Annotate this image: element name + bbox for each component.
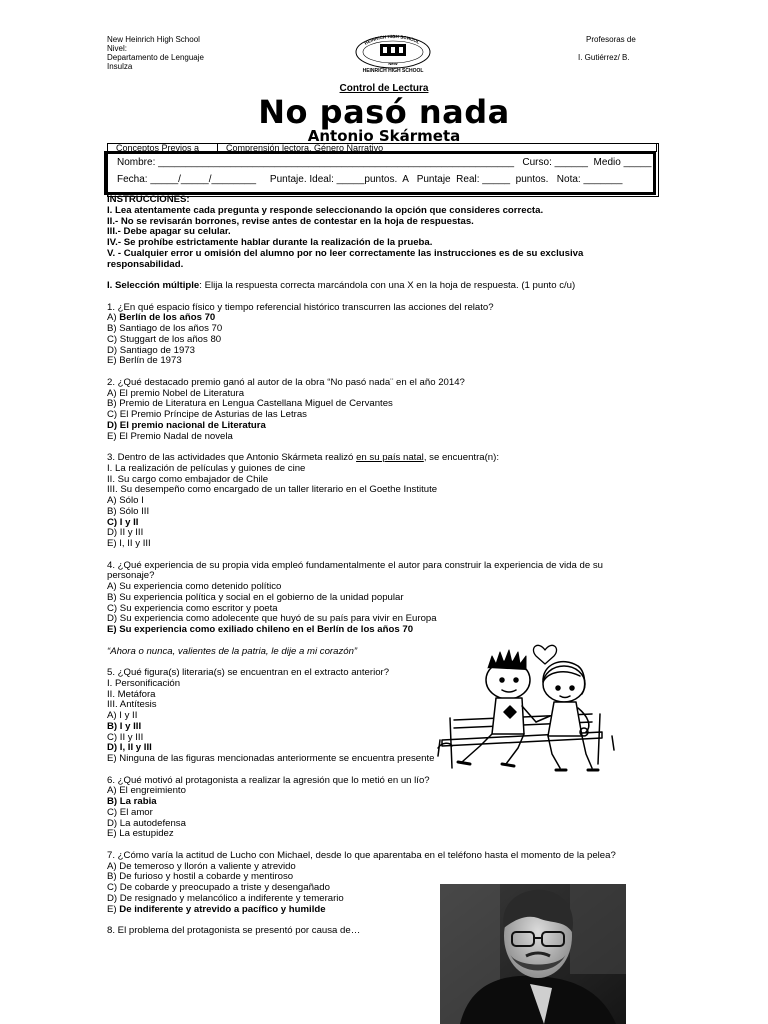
- option-c[interactable]: C) El amor: [107, 806, 153, 818]
- logo-bottom-text: HEINRICH HIGH SCHOOL: [362, 68, 424, 74]
- option-b[interactable]: B) De furioso y hostil a cobarde y mentiroso: [107, 871, 294, 883]
- option-e[interactable]: E) Berlín de 1973: [107, 355, 182, 367]
- statement-ii: II. Metáfora: [107, 688, 156, 700]
- section-label: I. Selección múltiple: [107, 280, 200, 291]
- option-c[interactable]: C) Su experiencia como escritor y poeta: [107, 602, 278, 614]
- level-label: Nivel:: [107, 44, 128, 53]
- statement-iii: III. Su desempeño como encargado de un taller literario en el Goethe Institute: [107, 484, 438, 496]
- option-d[interactable]: D) Su experiencia como adolecente que huyó de su país para vivir en Europa: [107, 613, 437, 625]
- option-d[interactable]: D) I, II y III: [107, 742, 152, 754]
- student-info-box: [104, 151, 656, 195]
- statement-ii: II. Su cargo como embajador de Chile: [107, 473, 269, 485]
- author-name: Antonio Skármeta: [307, 127, 461, 145]
- school-header: [107, 35, 204, 71]
- statement-iii: III. Antítesis: [107, 699, 157, 711]
- statement-i: I. La realización de películas y guiones de cine: [107, 462, 306, 474]
- instructions-heading: INSTRUCCIONES:: [107, 194, 190, 205]
- option-a[interactable]: A) El engreimiento: [107, 785, 186, 797]
- option-a[interactable]: A) El premio Nobel de Literatura: [107, 387, 245, 399]
- instruction-item: I. Lea atentamente cada pregunta y responde seleccionando la opción que consideres correcta.: [107, 204, 544, 216]
- question-stem-cont: personaje?: [107, 570, 155, 582]
- option-c[interactable]: C) I y II: [107, 516, 139, 528]
- question-stem: 5. ¿Qué figura(s) literaria(s) se encuentran en el extracto anterior?: [107, 667, 390, 678]
- option-e[interactable]: E) De indiferente y atrevido a pacífico y humilde: [107, 903, 326, 915]
- option-d[interactable]: D) La autodefensa: [107, 817, 186, 829]
- option-c[interactable]: C) II y III: [107, 731, 144, 743]
- section-header: [107, 281, 662, 292]
- school-name: New Heinrich High School: [107, 35, 200, 44]
- instruction-item: IV.- Se prohíbe estrictamente hablar durante la realización de la prueba.: [107, 237, 433, 248]
- question-stem: 7. ¿Cómo varía la actitud de Lucho con Michael, desde lo que aparentaba en el teléfono hasta el momento de la pelea?: [107, 849, 616, 861]
- option-b[interactable]: B) La rabia: [107, 796, 157, 807]
- question-stem: 4. ¿Qué experiencia de su propia vida empleó fundamentalmente el autor para construir la experiencia de vida de su: [107, 559, 603, 571]
- question-stem: 2. ¿Qué destacado premio ganó al autor de la obra “No pasó nada¨ en el año 2014?: [107, 376, 465, 388]
- control-title: Control de Lectura: [339, 83, 429, 94]
- teachers-label: Profesoras de: [586, 35, 636, 44]
- option-e[interactable]: E) Ninguna de las figuras mencionadas anteriormente se encuentra presente: [107, 753, 435, 764]
- section-text: : Elija la respuesta correcta marcándola con una X en la hoja de respuesta. (1 punto c/u): [199, 280, 576, 291]
- option-c[interactable]: C) De cobarde y preocupado a triste y desengañado: [107, 882, 330, 893]
- option-c[interactable]: C) Stuggart de los años 80: [107, 333, 222, 345]
- question-stem: 3. Dentro de las actividades que Antonio Skármeta realizó en su país natal, se encuentra(n):: [107, 452, 500, 463]
- option-e[interactable]: E) La estupidez: [107, 828, 174, 840]
- option-b[interactable]: B) Santiago de los años 70: [107, 323, 223, 334]
- option-d[interactable]: D) El premio nacional de Literatura: [107, 419, 266, 431]
- option-a[interactable]: A) Sólo I: [107, 495, 144, 506]
- option-b[interactable]: B) Su experiencia política y social en el gobierno de la unidad popular: [107, 591, 404, 603]
- option-a[interactable]: A) Su experiencia como detenido político: [107, 581, 282, 592]
- date-score-row[interactable]: Fecha: _____/_____/________ Puntaje. Ideal: _____puntos. A Puntaje Real: _____ puntos. Nota: _______: [117, 174, 623, 185]
- option-e[interactable]: E) El Premio Nadal de novela: [107, 430, 233, 442]
- school-logo: [352, 32, 434, 74]
- question-stem: 1. ¿En qué espacio físico y tiempo referencial histórico transcurren las acciones del relato?: [107, 301, 494, 313]
- teachers-names: I. Gutiérrez/ B.: [578, 53, 630, 62]
- option-b[interactable]: B) I y III: [107, 720, 142, 732]
- table-col2: Comprensión lectora, Género Narrativo: [226, 143, 384, 152]
- option-a[interactable]: A) De temeroso y llorón a valiente y atrevido: [107, 860, 296, 872]
- instruction-item: II.- No se revisarán borrones, revise antes de contestar en la hoja de respuestas.: [107, 215, 474, 227]
- option-d[interactable]: D) De resignado y melancólico a indiferente y temerario: [107, 892, 344, 904]
- author-photo: [440, 884, 626, 1024]
- couple-bench-illustration: [432, 636, 638, 776]
- option-c[interactable]: C) El Premio Príncipe de Asturias de las Letras: [107, 409, 307, 420]
- location-label: Insulza: [107, 62, 133, 71]
- logo-top-text: HEINRICH HIGH SCHOOL: [363, 33, 421, 46]
- option-a[interactable]: A) Berlín de los años 70: [107, 312, 216, 324]
- option-b[interactable]: B) Sólo III: [107, 505, 150, 517]
- instruction-item: V. - Cualquier error u omisión del alumno por no leer correctamente las instrucciones es de su exclusiva: [107, 247, 584, 259]
- option-e[interactable]: E) I, II y III: [107, 538, 151, 549]
- exam-body: [107, 195, 662, 937]
- table-col1: Conceptos Previos a: [116, 143, 200, 152]
- option-a[interactable]: A) I y II: [107, 710, 138, 721]
- question-stem: 8. El problema del protagonista se presentó por causa de…: [107, 925, 361, 936]
- name-course-row[interactable]: Nombre: ________________________________________________________________ Curso: ______ Medio _____: [117, 157, 652, 168]
- department-label: Departamento de Lenguaje: [107, 53, 204, 62]
- logo-new-text: NEW: [388, 61, 398, 66]
- option-e[interactable]: E) Su experiencia como exiliado chileno en el Berlín de los años 70: [107, 624, 414, 635]
- question-stem: 6. ¿Qué motivó al protagonista a realizar la agresión que lo metió en un lío?: [107, 774, 430, 786]
- option-d[interactable]: D) II y III: [107, 527, 144, 539]
- instruction-item: responsabilidad.: [107, 258, 184, 270]
- option-d[interactable]: D) Santiago de 1973: [107, 344, 196, 356]
- quote: “Ahora o nunca, valientes de la patria, le dije a mi corazón”: [107, 645, 358, 657]
- instruction-item: III.- Debe apagar su celular.: [107, 226, 231, 238]
- book-title: No pasó nada: [258, 93, 510, 131]
- option-b[interactable]: B) Premio de Literatura en Lengua Castellana Miguel de Cervantes: [107, 398, 393, 410]
- statement-i: I. Personificación: [107, 677, 181, 689]
